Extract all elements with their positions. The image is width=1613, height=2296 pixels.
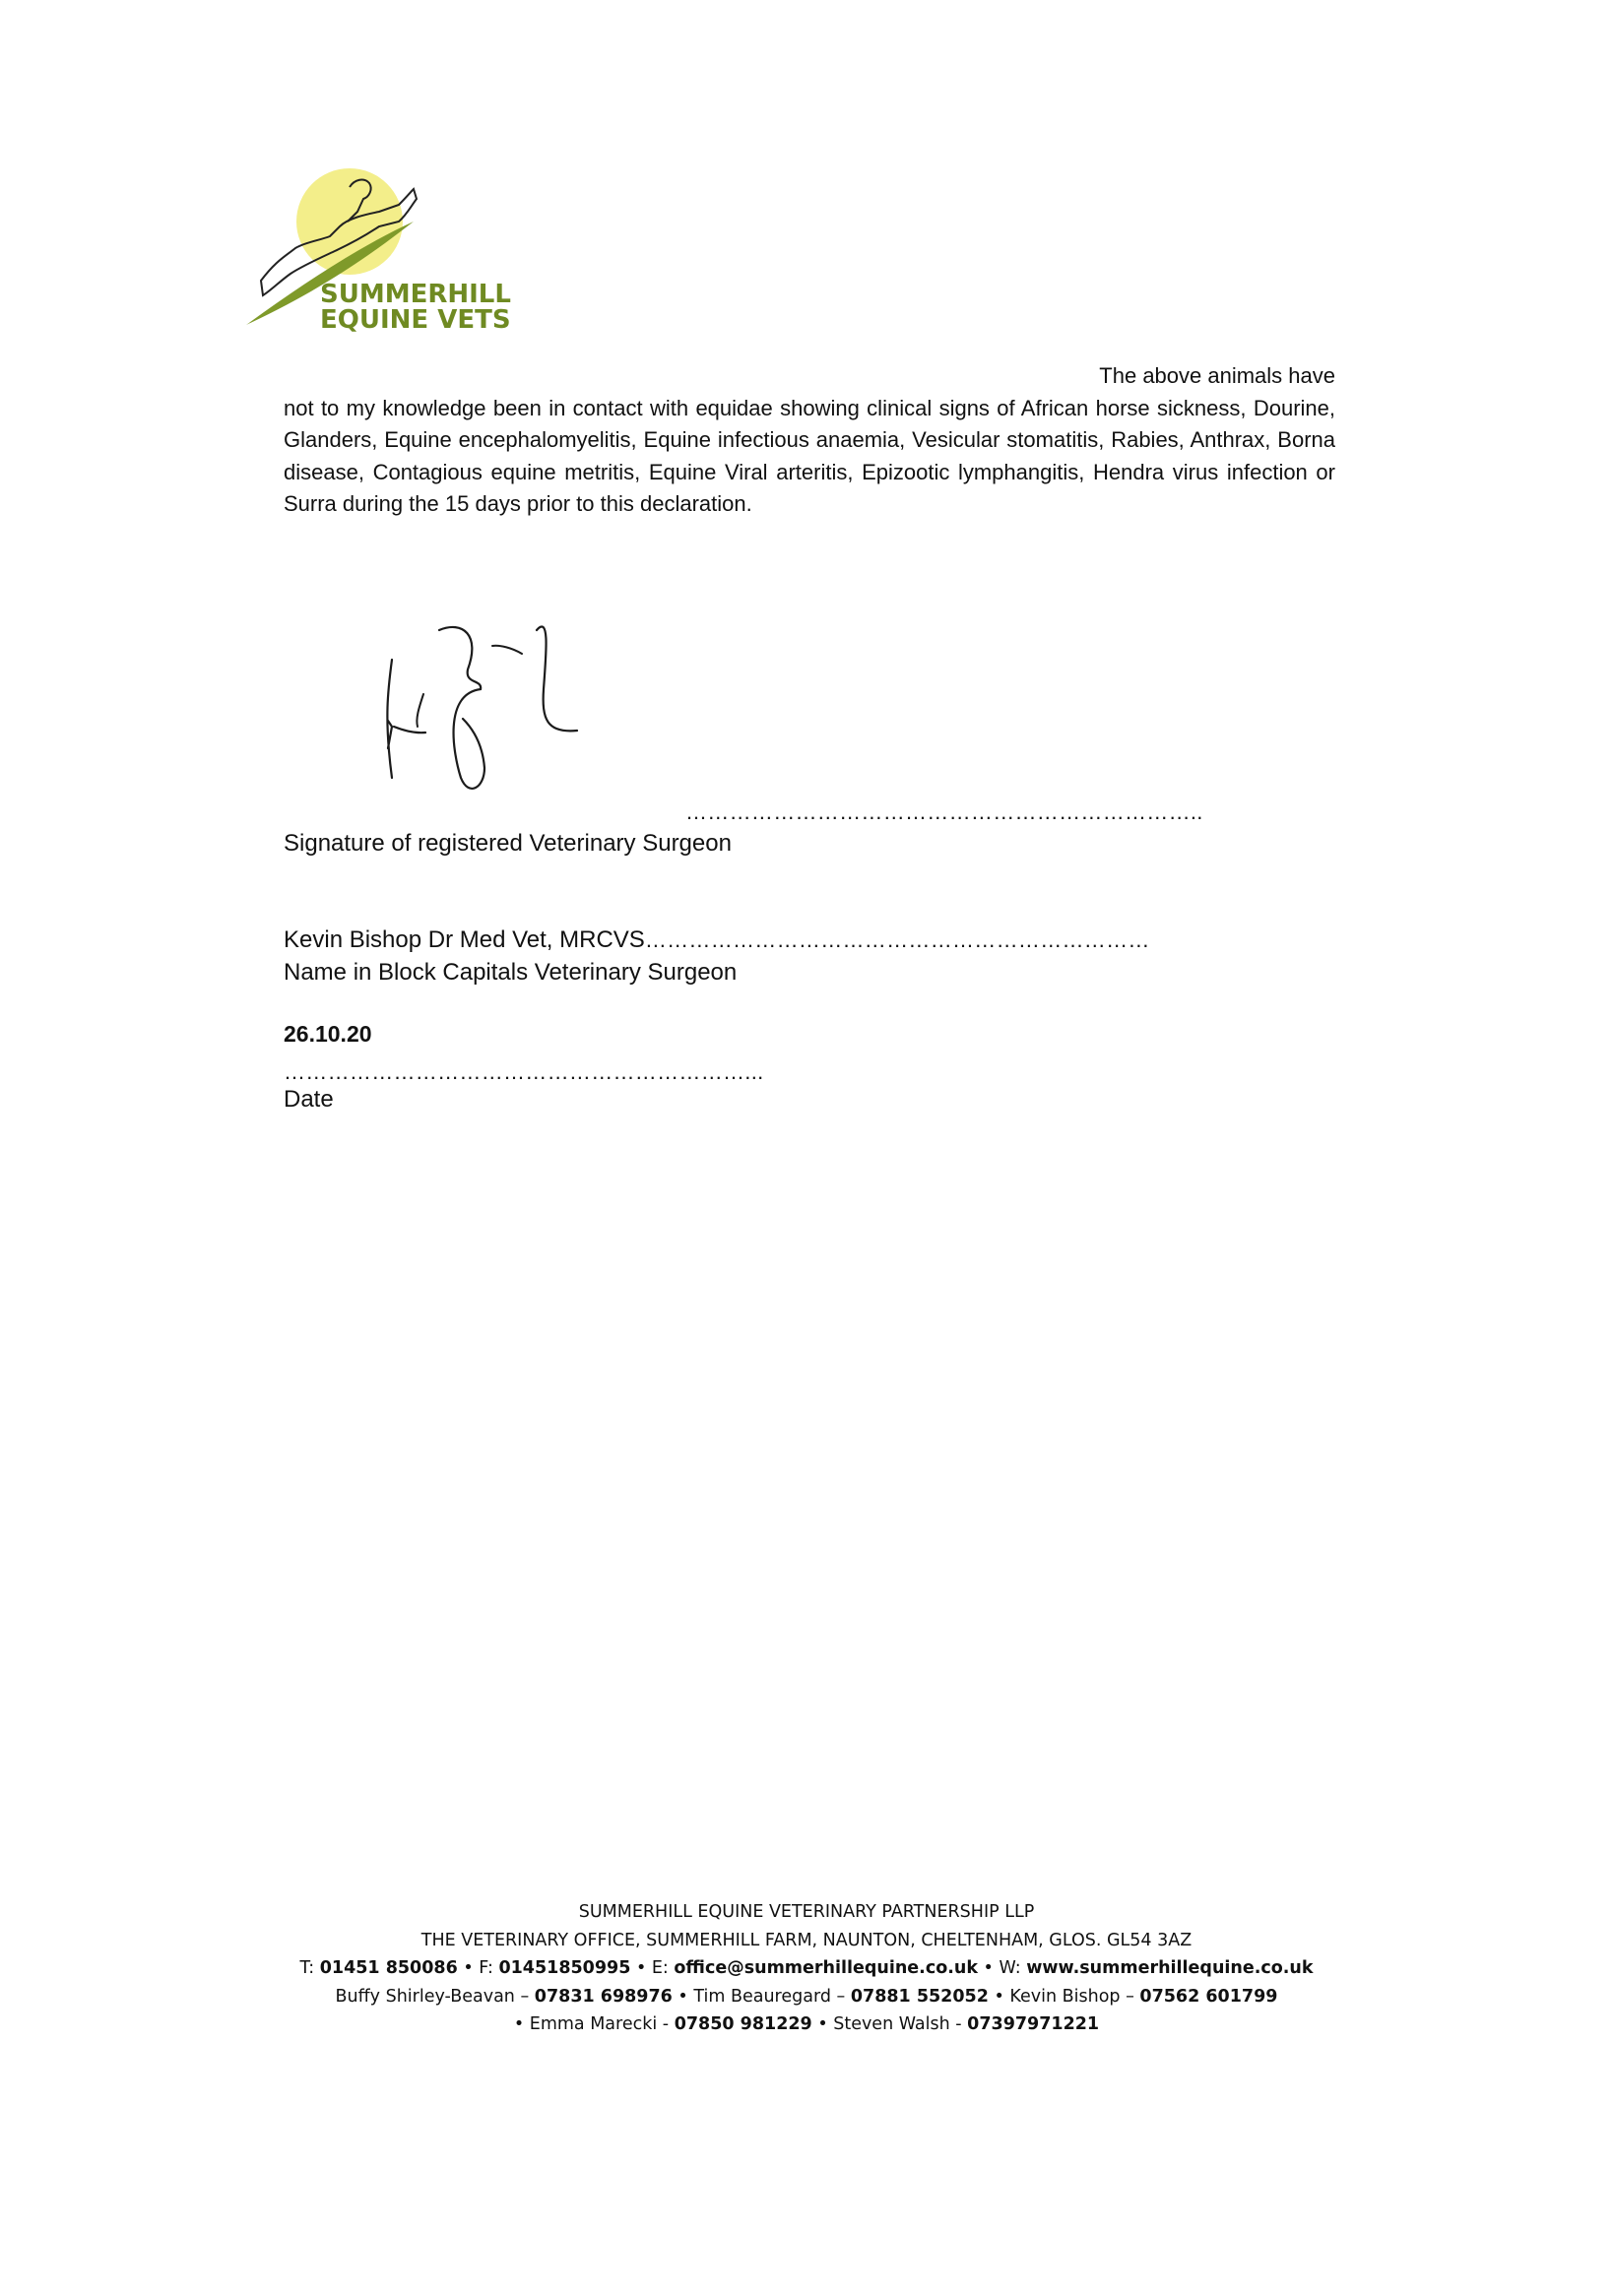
date-value: 26.10.20 bbox=[284, 1021, 372, 1047]
web-link[interactable]: www.summerhillequine.co.uk bbox=[1026, 1958, 1314, 1978]
vet-phone: 07562 601799 bbox=[1139, 1986, 1278, 2007]
name-dotted-line: …………………………………………………………… bbox=[644, 927, 1150, 952]
footer-address: THE VETERINARY OFFICE, SUMMERHILL FARM, NAUNTON, CHELTENHAM, GLOS. GL54 3AZ bbox=[420, 1930, 1193, 1950]
date-dotted-line: ………………………………………………………... bbox=[284, 1059, 764, 1084]
vet-name: Buffy Shirley-Beavan – bbox=[335, 1986, 530, 2007]
fax-label: F: bbox=[479, 1958, 493, 1978]
bullet: • bbox=[635, 1958, 647, 1978]
footer bbox=[216, 1898, 1397, 2039]
bullet: • bbox=[513, 2014, 525, 2034]
vet-phone: 07831 698976 bbox=[534, 1986, 673, 2007]
signature-dotted-line: …………………………………………………………….. bbox=[685, 799, 1203, 824]
vet-phone: 07881 552052 bbox=[850, 1986, 989, 2007]
phone-label: T: bbox=[299, 1958, 315, 1978]
vet-phone: 07397971221 bbox=[967, 2014, 1100, 2034]
email-link[interactable]: office@summerhillequine.co.uk bbox=[674, 1958, 978, 1978]
footer-vets-line-1 bbox=[216, 1983, 1397, 2011]
email-label: E: bbox=[651, 1958, 669, 1978]
surgeon-name-line bbox=[284, 926, 1150, 954]
name-label: Name in Block Capitals Veterinary Surgeon bbox=[284, 959, 738, 986]
handwritten-signature bbox=[374, 610, 591, 807]
vet-name: Emma Marecki - bbox=[529, 2014, 670, 2034]
date-label: Date bbox=[284, 1086, 334, 1113]
horse-jumper-logo-icon bbox=[241, 167, 537, 335]
declaration-body: not to my knowledge been in contact with equidae showing clinical signs of African horse sickness, Dourine, Glanders, Equine encephalomyelitis, Equine infectious anaemia, Vesicular stomatitis, Rabies, Anthrax, Borna disease, Contagious equine metritis, Equine Viral arteritis, Epizootic lymphangitis, Hendra virus infection or Surra during the 15 days prior to this declaration. bbox=[284, 395, 1335, 516]
bullet: • bbox=[994, 1986, 1004, 2007]
logo-line1: SUMMERHILL bbox=[320, 280, 511, 309]
bullet: • bbox=[817, 2014, 828, 2034]
footer-contact-line bbox=[216, 1954, 1397, 1983]
vet-name: Tim Beauregard – bbox=[693, 1986, 846, 2007]
web-label: W: bbox=[999, 1958, 1021, 1978]
fax-number: 01451850995 bbox=[498, 1958, 631, 1978]
bullet: • bbox=[983, 1958, 994, 1978]
logo-line2: EQUINE VETS bbox=[320, 305, 511, 335]
phone-number: 01451 850086 bbox=[319, 1958, 458, 1978]
declaration-paragraph bbox=[284, 360, 1335, 521]
footer-vets-line-2 bbox=[216, 2010, 1397, 2039]
declaration-first-line: The above animals have bbox=[1099, 363, 1335, 388]
signature-label: Signature of registered Veterinary Surgeon bbox=[284, 830, 732, 857]
company-logo bbox=[241, 167, 537, 335]
vet-name: Kevin Bishop – bbox=[1009, 1986, 1134, 2007]
surgeon-name: Kevin Bishop Dr Med Vet, MRCVS bbox=[284, 926, 645, 953]
footer-company: SUMMERHILL EQUINE VETERINARY PARTNERSHIP LLP bbox=[578, 1902, 1035, 1922]
vet-phone: 07850 981229 bbox=[674, 2014, 812, 2034]
signature-icon bbox=[374, 610, 591, 807]
vet-name: Steven Walsh - bbox=[833, 2014, 962, 2034]
bullet: • bbox=[463, 1958, 474, 1978]
bullet: • bbox=[677, 1986, 688, 2007]
